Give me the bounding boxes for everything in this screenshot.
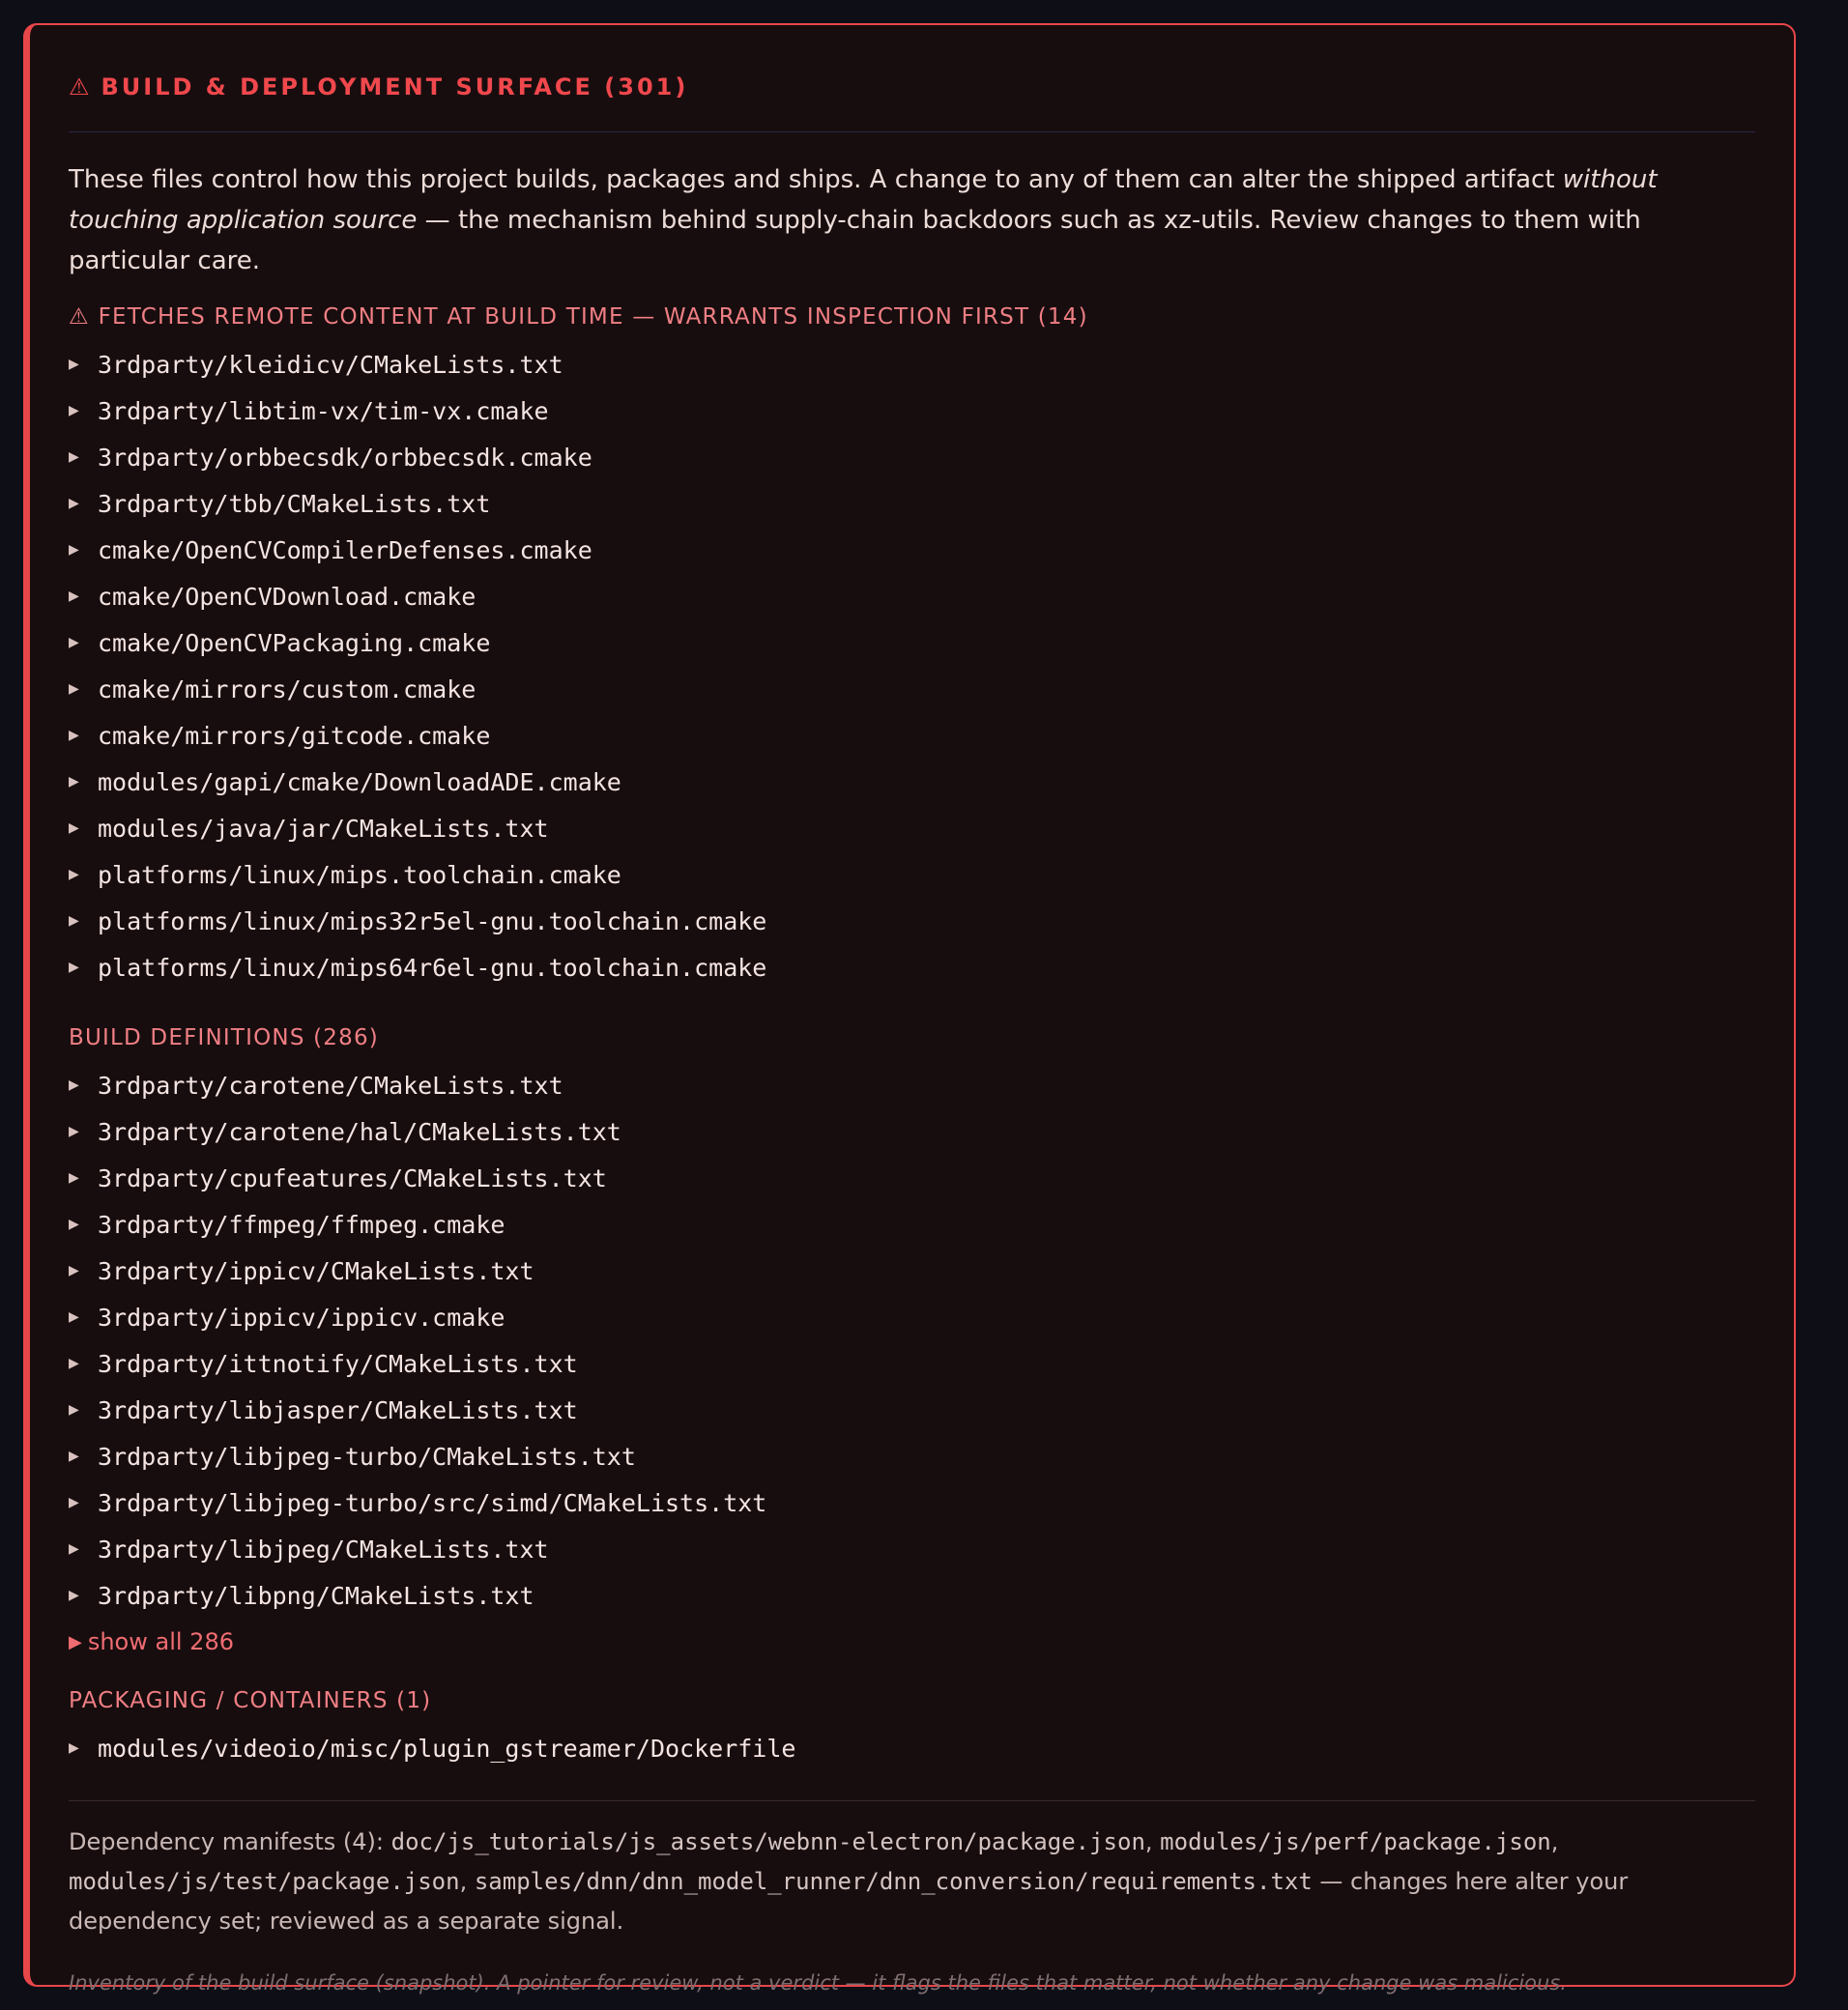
build-surface-panel <box>23 23 1796 1995</box>
file-path: 3rdparty/ippicv/CMakeLists.txt <box>98 1256 534 1285</box>
disclosure-triangle-icon: ▶ <box>69 1263 79 1278</box>
disclosure-triangle-icon: ▶ <box>69 913 79 929</box>
deps-file: doc/js_tutorials/js_assets/webnn-electron/package.json <box>390 1828 1145 1855</box>
disclosure-triangle-icon: ▶ <box>69 1309 79 1325</box>
disclosure-triangle-icon: ▶ <box>69 496 79 511</box>
file-path: 3rdparty/libjpeg-turbo/src/simd/CMakeLists.txt <box>98 1488 767 1517</box>
disclosure-triangle-icon: ▶ <box>69 1449 79 1464</box>
footer-divider <box>69 1800 1755 1801</box>
file-item[interactable] <box>69 388 1755 434</box>
file-path: platforms/linux/mips64r6el-gnu.toolchain.cmake <box>98 953 767 982</box>
file-item[interactable] <box>69 1387 1755 1433</box>
intro-text <box>69 159 1755 281</box>
file-item[interactable] <box>69 851 1755 898</box>
disclosure-triangle-icon: ▶ <box>69 1588 79 1603</box>
disclosure-triangle-icon: ▶ <box>69 774 79 790</box>
deps-label: Dependency manifests (4): <box>69 1828 391 1855</box>
section-build-definitions-header <box>69 1023 1755 1052</box>
file-item[interactable] <box>69 434 1755 480</box>
file-path: 3rdparty/tbb/CMakeLists.txt <box>98 489 491 518</box>
disclosure-triangle-icon: ▶ <box>69 1077 79 1093</box>
section-remote-fetch-header <box>69 302 1755 331</box>
file-item[interactable] <box>69 759 1755 805</box>
section-packaging-header <box>69 1686 1755 1715</box>
file-path: 3rdparty/libjpeg-turbo/CMakeLists.txt <box>98 1442 636 1471</box>
show-all-label: show all 286 <box>87 1628 234 1655</box>
file-item[interactable] <box>69 619 1755 666</box>
file-item[interactable] <box>69 1725 1755 1771</box>
file-path: 3rdparty/libjasper/CMakeLists.txt <box>98 1395 578 1424</box>
file-item[interactable] <box>69 1294 1755 1340</box>
file-path: cmake/mirrors/gitcode.cmake <box>98 721 491 750</box>
file-path: cmake/OpenCVDownload.cmake <box>98 582 476 611</box>
disclosure-triangle-icon: ▶ <box>69 1495 79 1510</box>
dependency-manifests-note: Dependency manifests (4): doc/js_tutorials/js_assets/webnn-electron/package.json, modules/js/perf/package.json, modules/js/test/package.json, samples/dnn/dnn_model_runner/dnn_conversion/requirements.txt — changes here alter your dependency set; reviewed as a separate signal. <box>69 1828 1629 1935</box>
file-path: 3rdparty/libpng/CMakeLists.txt <box>98 1581 534 1610</box>
file-path: cmake/OpenCVCompilerDefenses.cmake <box>98 535 592 564</box>
file-item[interactable] <box>69 1479 1755 1526</box>
file-item[interactable] <box>69 898 1755 944</box>
disclosure-triangle-icon: ▶ <box>69 867 79 882</box>
file-item[interactable] <box>69 1572 1755 1619</box>
deps-file: modules/js/test/package.json <box>69 1868 460 1895</box>
deps-file: modules/js/perf/package.json <box>1160 1828 1551 1855</box>
file-item[interactable] <box>69 1340 1755 1387</box>
deps-tail: — changes here alter your dependency set; reviewed as a separate signal. <box>69 1868 1629 1935</box>
disclosure-triangle-icon: ▶ <box>69 449 79 465</box>
file-path: 3rdparty/ittnotify/CMakeLists.txt <box>98 1349 578 1378</box>
file-item[interactable] <box>69 341 1755 388</box>
file-path: platforms/linux/mips32r5el-gnu.toolchain.cmake <box>98 906 767 935</box>
file-path: 3rdparty/libtim-vx/tim-vx.cmake <box>98 396 549 425</box>
file-item[interactable] <box>69 1526 1755 1572</box>
disclosure-triangle-icon: ▶ <box>69 1170 79 1186</box>
disclosure-triangle-icon: ▶ <box>69 820 79 836</box>
warning-icon: ⚠ <box>69 304 89 330</box>
file-item[interactable] <box>69 666 1755 712</box>
file-path: modules/gapi/cmake/DownloadADE.cmake <box>98 767 621 796</box>
file-item[interactable] <box>69 1201 1755 1248</box>
file-item[interactable] <box>69 1248 1755 1294</box>
disclosure-triangle-icon: ▶ <box>69 1124 79 1139</box>
disclosure-triangle-icon: ▶ <box>69 589 79 604</box>
file-path: 3rdparty/orbbecsdk/orbbecsdk.cmake <box>98 443 592 472</box>
panel-title-text: BUILD & DEPLOYMENT SURFACE (301) <box>101 73 689 100</box>
file-item[interactable] <box>69 573 1755 619</box>
remote-fetch-file-list <box>69 341 1755 991</box>
file-path: 3rdparty/cpufeatures/CMakeLists.txt <box>98 1163 607 1192</box>
file-path: 3rdparty/kleidicv/CMakeLists.txt <box>98 350 563 379</box>
build-definitions-file-list <box>69 1062 1755 1619</box>
intro-part-2: — the mechanism behind supply-chain backdoors such as xz-utils. Review changes to them with particular care. <box>69 206 1641 275</box>
file-item[interactable] <box>69 1155 1755 1201</box>
intro-part-1: These files control how this project builds, packages and ships. A change to any of them can alter the shipped artifact <box>69 165 1563 194</box>
intro-emphasis: without touching application source <box>69 165 1658 235</box>
file-item[interactable] <box>69 805 1755 851</box>
disclosure-triangle-icon: ▶ <box>69 1356 79 1371</box>
expand-triangle-icon: ▶ <box>69 1631 82 1652</box>
file-item[interactable] <box>69 1108 1755 1155</box>
disclosure-triangle-icon: ▶ <box>69 542 79 558</box>
deps-file: samples/dnn/dnn_model_runner/dnn_conversion/requirements.txt <box>474 1868 1313 1895</box>
file-path: 3rdparty/carotene/hal/CMakeLists.txt <box>98 1117 621 1146</box>
file-path: 3rdparty/libjpeg/CMakeLists.txt <box>98 1535 549 1564</box>
panel-title <box>69 68 1755 106</box>
disclosure-triangle-icon: ▶ <box>69 635 79 650</box>
file-path: modules/java/jar/CMakeLists.txt <box>98 814 549 843</box>
file-item[interactable] <box>69 1062 1755 1108</box>
file-path: 3rdparty/carotene/CMakeLists.txt <box>98 1071 563 1100</box>
file-item[interactable] <box>69 712 1755 759</box>
disclosure-triangle-icon: ▶ <box>69 960 79 975</box>
section-remote-fetch-title: FETCHES REMOTE CONTENT AT BUILD TIME — WARRANTS INSPECTION FIRST (14) <box>98 304 1088 330</box>
file-path: cmake/mirrors/custom.cmake <box>98 675 476 704</box>
packaging-file-list <box>69 1725 1755 1771</box>
disclosure-triangle-icon: ▶ <box>69 1541 79 1557</box>
disclosure-triangle-icon: ▶ <box>69 403 79 418</box>
disclosure-triangle-icon: ▶ <box>69 1740 79 1756</box>
file-item[interactable] <box>69 944 1755 991</box>
file-path: 3rdparty/ffmpeg/ffmpeg.cmake <box>98 1210 505 1239</box>
disclosure-triangle-icon: ▶ <box>69 681 79 697</box>
file-item[interactable] <box>69 527 1755 573</box>
disclosure-triangle-icon: ▶ <box>69 1217 79 1232</box>
section-build-definitions-title: BUILD DEFINITIONS (286) <box>69 1025 379 1050</box>
section-packaging-title: PACKAGING / CONTAINERS (1) <box>69 1688 432 1713</box>
file-item[interactable] <box>69 480 1755 527</box>
file-path: 3rdparty/ippicv/ippicv.cmake <box>98 1303 505 1332</box>
title-divider <box>69 131 1755 132</box>
file-path: platforms/linux/mips.toolchain.cmake <box>98 860 621 889</box>
disclosure-triangle-icon: ▶ <box>69 1402 79 1418</box>
file-path: cmake/OpenCVPackaging.cmake <box>98 628 491 657</box>
file-item[interactable] <box>69 1433 1755 1479</box>
warning-icon: ⚠ <box>69 73 90 100</box>
show-all-toggle[interactable] <box>69 1619 1755 1665</box>
footnote: Inventory of the build surface (snapshot). A pointer for review, not a verdict — it flags the files that matter, not whether any change was malicious. <box>69 1971 1567 1995</box>
file-path: modules/videoio/misc/plugin_gstreamer/Dockerfile <box>98 1734 796 1763</box>
disclosure-triangle-icon: ▶ <box>69 357 79 372</box>
disclosure-triangle-icon: ▶ <box>69 728 79 743</box>
